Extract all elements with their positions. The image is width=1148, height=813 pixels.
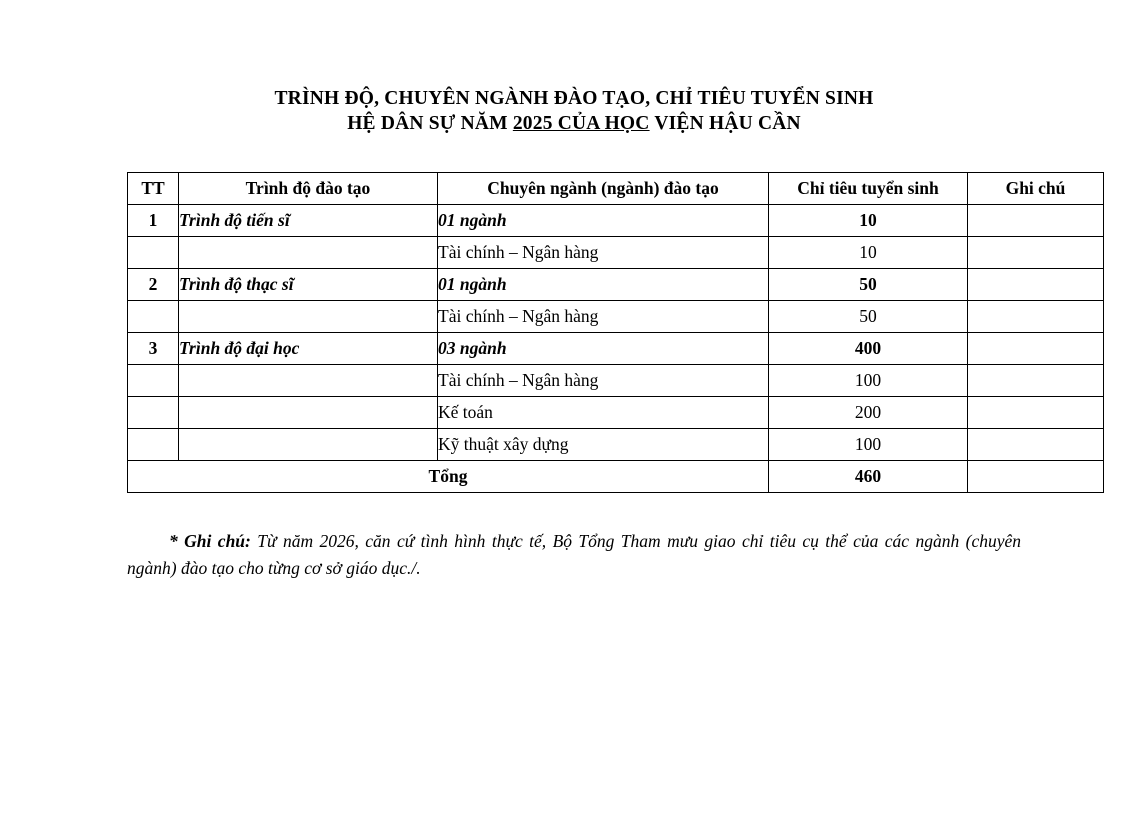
total-label: Tổng (128, 461, 769, 493)
cell-major: 03 ngành (438, 333, 769, 365)
cell-level (179, 429, 438, 461)
table-row (128, 365, 1104, 397)
cell-quota: 50 (769, 301, 968, 333)
cell-note (968, 333, 1104, 365)
cell-major: Kế toán (438, 397, 769, 429)
cell-note (968, 365, 1104, 397)
cell-quota: 100 (769, 365, 968, 397)
cell-quota: 10 (769, 205, 968, 237)
header-major: Chuyên ngành (ngành) đào tạo (438, 173, 769, 205)
table-row (128, 205, 1104, 237)
cell-quota: 400 (769, 333, 968, 365)
table-row (128, 397, 1104, 429)
cell-tt: 2 (128, 269, 179, 301)
table-row (128, 237, 1104, 269)
cell-level (179, 301, 438, 333)
table-row (128, 269, 1104, 301)
footnote-label: * Ghi chú: (169, 531, 251, 551)
cell-level (179, 237, 438, 269)
table-header-row (128, 173, 1104, 205)
cell-note (968, 205, 1104, 237)
cell-note (968, 269, 1104, 301)
title-line-2-suffix: VIỆN HẬU CẦN (649, 113, 801, 134)
cell-major: 01 ngành (438, 205, 769, 237)
title-line-2 (0, 111, 1148, 136)
cell-tt (128, 301, 179, 333)
cell-level (179, 365, 438, 397)
cell-tt (128, 397, 179, 429)
total-quota: 460 (769, 461, 968, 493)
cell-quota: 50 (769, 269, 968, 301)
title-line-1: TRÌNH ĐỘ, CHUYÊN NGÀNH ĐÀO TẠO, CHỈ TIÊU TUYỂN SINH (274, 88, 874, 109)
cell-note (968, 429, 1104, 461)
cell-level: Trình độ tiến sĩ (179, 205, 438, 237)
cell-major: Tài chính – Ngân hàng (438, 237, 769, 269)
cell-level: Trình độ đại học (179, 333, 438, 365)
table-body (128, 205, 1104, 493)
cell-level: Trình độ thạc sĩ (179, 269, 438, 301)
cell-level (179, 397, 438, 429)
cell-quota: 100 (769, 429, 968, 461)
cell-tt: 3 (128, 333, 179, 365)
table-total-row (128, 461, 1104, 493)
cell-quota: 10 (769, 237, 968, 269)
cell-major: Kỹ thuật xây dựng (438, 429, 769, 461)
header-note: Ghi chú (968, 173, 1104, 205)
cell-note (968, 301, 1104, 333)
header-quota: Chỉ tiêu tuyển sinh (769, 173, 968, 205)
table-row (128, 333, 1104, 365)
total-note (968, 461, 1104, 493)
table-header (128, 173, 1104, 205)
cell-quota: 200 (769, 397, 968, 429)
cell-tt (128, 237, 179, 269)
table-row (128, 301, 1104, 333)
header-tt: TT (128, 173, 179, 205)
admission-quota-table (127, 172, 1104, 493)
cell-major: Tài chính – Ngân hàng (438, 301, 769, 333)
header-level: Trình độ đào tạo (179, 173, 438, 205)
title-line-2-prefix: HỆ DÂN SỰ NĂM (347, 113, 513, 134)
table-row (128, 429, 1104, 461)
cell-tt: 1 (128, 205, 179, 237)
cell-major: 01 ngành (438, 269, 769, 301)
cell-note (968, 397, 1104, 429)
cell-tt (128, 429, 179, 461)
cell-note (968, 237, 1104, 269)
footnote (127, 528, 1021, 582)
cell-major: Tài chính – Ngân hàng (438, 365, 769, 397)
cell-tt (128, 365, 179, 397)
title-line-2-underlined: 2025 CỦA HỌC (512, 113, 650, 134)
document-title (0, 86, 1148, 136)
footnote-text: Từ năm 2026, căn cứ tình hình thực tế, Bộ Tổng Tham mưu giao chỉ tiêu cụ thể của các ngành (chuyên ngành) đào tạo cho từng cơ sở giáo dục./. (127, 531, 1021, 578)
